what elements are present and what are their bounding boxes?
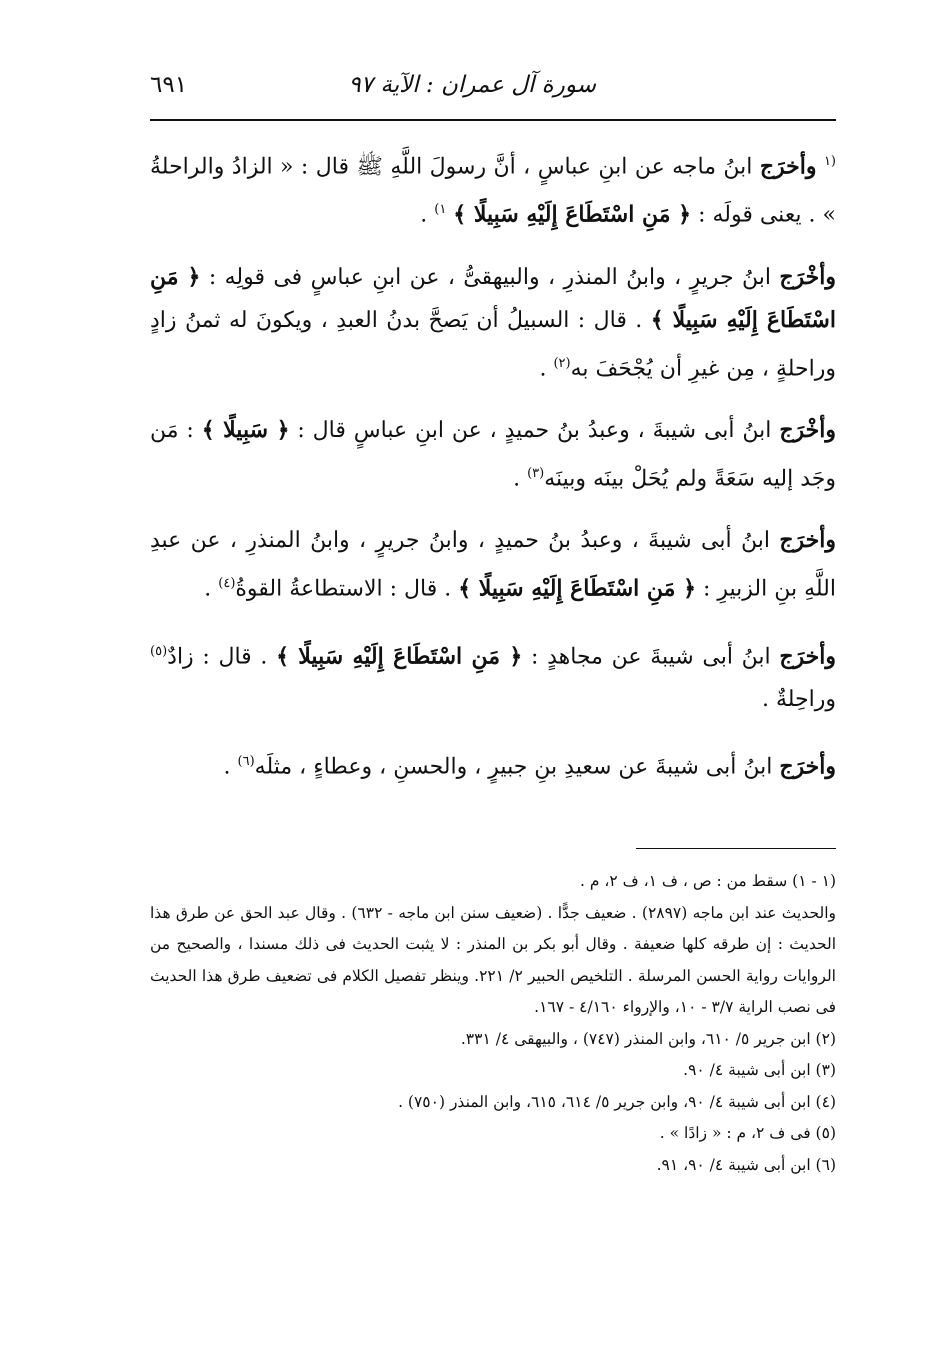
paragraph-end: وراحِلةٌ . <box>761 686 836 712</box>
paragraph-text: ابنُ جريرٍ ، وابنُ المنذرِ ، والبيهقىُّ ، عن ابنِ عباسٍ فى قولِه : <box>208 264 771 290</box>
paragraph-end: . <box>204 576 212 602</box>
paragraph-text: ابنُ ماجه عن ابنِ عباسٍ ، أنَّ رسولَ اللَّهِ ﷺ قال : « الزادُ والراحلةُ » . يعنى قولَه : <box>150 154 836 228</box>
paragraph-lead: وأخرَج <box>779 642 837 669</box>
footnote: (٤) ابن أبى شيبة ٤/ ٩٠، وابن جرير ٥/ ٦١٤، ٦١٥، وابن المنذر (٧٥٠) . <box>398 1092 836 1111</box>
paragraph-lead: وأخْرَج <box>779 416 836 443</box>
page-number: ٦٩١ <box>150 72 188 98</box>
footnote-marker: (١ <box>823 154 836 169</box>
paragraph <box>150 740 836 788</box>
paragraph <box>150 140 836 237</box>
paragraph-rest: : مَن وجَد إليه سَعَةً ولم يُحَلْ بينَه وبينَه <box>150 417 836 492</box>
footnote-marker: (٥) <box>150 643 168 659</box>
quran-verse: ﴿ مَنِ اسْتَطَاعَ إِلَيْهِ سَبِيلًا ﴾ <box>276 642 523 669</box>
footnote-marker: (٢) <box>553 355 571 371</box>
paragraph-end: . <box>420 202 428 228</box>
paragraph-end: . <box>513 466 521 492</box>
paragraph-lead: وأخرَج <box>779 527 837 554</box>
paragraph <box>150 256 836 390</box>
quran-verse: ﴿ مَنِ اسْتَطَاعَ إِلَيْهِ سَبِيلًا ﴾ <box>453 201 692 228</box>
page-header <box>150 72 836 112</box>
quran-verse: ﴿ مَنِ اسْتَطَاعَ إِلَيْهِ سَبِيلًا ﴾ <box>150 263 836 333</box>
paragraph <box>150 519 836 610</box>
paragraph-rest: . قال : الاستطاعةُ القوةُ <box>235 576 452 602</box>
paragraph-text: ابنُ أبى شيبةَ عن سعيدِ بنِ جبيرٍ ، والحسنِ ، وعطاءٍ ، مثلَه <box>254 754 773 780</box>
footnote: (٣) ابن أبى شيبة ٤/ ٩٠. <box>683 1061 836 1079</box>
footnote-rule <box>636 848 836 849</box>
main-text <box>150 140 836 807</box>
paragraph-rest: . قال : السبيلُ أن يَصحَّ بدنُ العبدِ ، ويكونَ له ثمنُ زادٍ وراحلةٍ ، مِن غيرِ أن يُجْحَفَ به <box>150 307 836 381</box>
paragraph <box>150 409 836 500</box>
quran-verse: ﴿ سَبِيلًا ﴾ <box>201 416 290 443</box>
footnote-marker: (٤) <box>218 576 236 592</box>
paragraph <box>150 630 836 721</box>
paragraph-lead: وأخرَج <box>779 753 836 780</box>
paragraph-text: ابنُ أبى شيبةَ ، وعبدُ بنُ حميدٍ ، وابنُ جريرٍ ، وابنُ المنذرِ ، عن عبدِ اللَّهِ بنِ الزبيرِ : <box>150 528 836 602</box>
footnote-marker: ١) <box>434 202 447 218</box>
header-rule <box>150 119 836 121</box>
paragraph-lead: وأخْرَج <box>779 263 836 290</box>
footnote: (١ - ١) سقط من : ص ، ف ١، ف ٢، م . <box>579 872 836 890</box>
paragraph-end: . <box>539 355 547 381</box>
quran-verse: ﴿ مَنِ اسْتَطَاعَ إِلَيْهِ سَبِيلًا ﴾ <box>458 575 696 602</box>
paragraph-text: ابنُ أبى شيبةَ ، وعبدُ بنُ حميدٍ ، عن ابنِ عباسٍ قال : <box>297 417 772 443</box>
footnotes <box>150 866 836 1181</box>
footnote: (٢) ابن جرير ٥/ ٦١٠، وابن المنذر (٧٤٧) ، والبيهقى ٤/ ٣٣١. <box>460 1029 836 1048</box>
paragraph-text: ابنُ أبى شيبةَ عن مجاهدٍ : <box>531 643 771 669</box>
paragraph-lead: وأخرَج <box>759 153 817 180</box>
footnote: (٦) ابن أبى شيبة ٤/ ٩٠، ٩١. <box>656 1155 836 1174</box>
running-title: سورة آل عمران : الآية ٩٧ <box>348 72 596 98</box>
paragraph-rest: . قال : زادٌ <box>167 643 268 669</box>
footnote-marker: (٦) <box>237 753 255 769</box>
footnote: (٥) فى ف ٢، م : « زادًا » . <box>659 1124 836 1142</box>
footnote: والحديث عند ابن ماجه (٢٨٩٧) . ضعيف جدًّا . (ضعيف سنن ابن ماجه - ٦٣٢) . وقال عبد الحق عن طرق هذا الحديث : إن طرقه كلها ضعيفة . وقال أبو بكر بن المنذر : لا يثبت الحديث فى ذلك مسندا ، والصحيح من الروايات رواية الحسن المرسلة . التلخيص الحبير ٢/ ٢٢١. وينظر تفصيل الكلام فى تضعيف طرق هذا الحديث فى نصب الراية ٣/٧ - ١٠، والإرواء ٤/١٦٠ - ١٦٧. <box>150 903 837 1016</box>
footnote-marker: (٣) <box>527 465 545 481</box>
paragraph-end: . <box>223 754 231 780</box>
